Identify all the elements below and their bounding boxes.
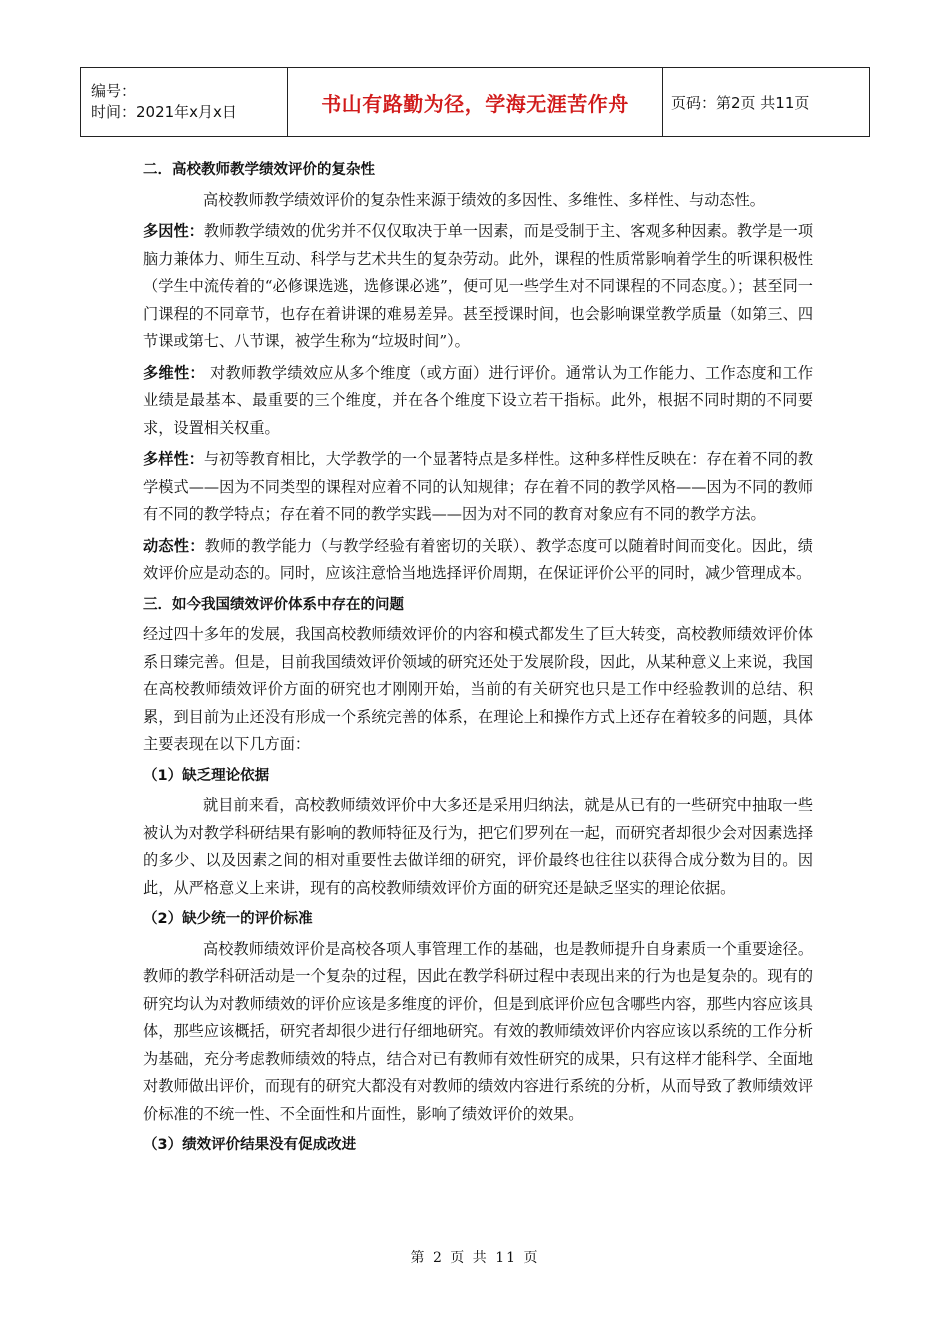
page-footer: 第 2 页 共 11 页 (410, 1250, 540, 1266)
diversity-paragraph (143, 446, 813, 529)
dynamic-keyword: 动态性： (143, 536, 205, 555)
multi-cause-paragraph (143, 218, 813, 356)
document-body (143, 157, 813, 1162)
section-3-intro: 经过四十多年的发展，我国高校教师绩效评价的内容和模式都发生了巨大转变，高校教师绩效评价体系日臻完善。但是，目前我国绩效评价领域的研究还处于发展阶段，因此，从某种意义上来说，我国在高校教师绩效评价方面的研究也才刚刚开始，当前的有关研究也只是工作中经验教训的总结、积累，到目前为止还没有形成一个系统完善的体系，在理论上和操作方式上还存在着较多的问题，具体主要表现在以下几方面： (143, 625, 813, 753)
subsection-1-title: （1）缺乏理论依据 (143, 767, 270, 784)
multi-dimension-keyword: 多维性： (143, 363, 205, 382)
subsection-2-title: （2）缺少统一的评价标准 (143, 911, 313, 927)
subsection-2-text: 高校教师绩效评价是高校各项人事管理工作的基础，也是教师提升自身素质一个重要途径。教师的教学科研活动是一个复杂的过程，因此在教学科研过程中表现出来的行为也是复杂的。现有的研究均认为对教师绩效的评价应该是多维度的评价，但是到底评价应包含哪些内容，那些内容应该具体，那些应该概括，研究者却很少进行仔细地研究。有效的教师绩效评价内容应该以系统的工作分析为基础，充分考虑教师绩效的特点，结合对已有教师有效性研究的成果，只有这样才能科学、全面地对教师做出评价，而现有的研究大都没有对教师的绩效内容进行系统的分析，从而导致了教师绩效评价标准的不统一性、不全面性和片面性，影响了绩效评价的效果。 (143, 939, 813, 1123)
section-2-title: 二．高校教师教学绩效评价的复杂性 (143, 162, 375, 178)
document-number-label: 编号： (91, 82, 137, 100)
subsection-1-text: 就目前来看，高校教师绩效评价中大多还是采用归纳法，就是从已有的一些研究中抽取一些被认为对教学科研结果有影响的教师特征及行为，把它们罗列在一起，而研究者却很少会对因素选择的多少、以及因素之间的相对重要性去做详细的研究，评价最终也往往以获得合成分数为目的。因此，从严格意义上来讲，现有的高校教师绩效评价方面的研究还是缺乏坚实的理论依据。 (143, 796, 813, 897)
diversity-text: 与初等教育相比，大学教学的一个显著特点是多样性。这种多样性反映在：存在着不同的教学模式——因为不同类型的课程对应着不同的认知规律；存在着不同的教学风格——因为不同的教师有不同的教学特点；存在着不同的教学实践——因为对不同的教育对象应有不同的教学方法。 (143, 450, 814, 523)
multi-dimension-paragraph (143, 360, 813, 443)
section-2-intro: 高校教师教学绩效评价的复杂性来源于绩效的多因性、多维性、多样性、与动态性。 (203, 190, 765, 209)
multi-dimension-text: 对教师教学绩效应从多个维度（或方面）进行评价。通常认为工作能力、工作态度和工作业绩是最基本、最重要的三个维度，并在各个维度下设立若干指标。此外，根据不同时期的不同要求，设置相关权重。 (143, 363, 814, 437)
header-motto: 书山有路勤为径，学海无涯苦作舟 (288, 68, 663, 137)
document-date: 时间：2021年x月x日 (91, 103, 237, 121)
header-meta (81, 68, 288, 137)
dynamic-paragraph (143, 533, 813, 588)
dynamic-text: 教师的教学能力（与教学经验有着密切的关联）、教学态度可以随着时间而变化。因此，绩效评价应是动态的。同时，应该注意恰当地选择评价周期，在保证评价公平的同时，减少管理成本。 (143, 536, 813, 582)
multi-cause-text: 教师教学绩效的优劣并不仅仅取决于单一因素，而是受制于主、客观多种因素。教学是一项脑力兼体力、师生互动、科学与艺术共生的复杂劳动。此外，课程的性质常影响着学生的听课积极性（学生中流传着的“必修课选逃，选修课必逃”，便可见一些学生对不同课程的不同态度。）；甚至同一门课程的不同章节，也存在着讲课的难易差异。甚至授课时间，也会影响课堂教学质量（如第三、四节课或第七、八节课，被学生称为“垃圾时间”）。 (143, 222, 814, 350)
header-page-code: 页码：第2页 共11页 (663, 68, 870, 137)
page-header (80, 67, 870, 137)
diversity-keyword: 多样性： (143, 450, 204, 468)
subsection-3-title: （3）绩效评价结果没有促成改进 (143, 1137, 357, 1153)
section-3-title: 三．如今我国绩效评价体系中存在的问题 (143, 596, 404, 613)
multi-cause-keyword: 多因性： (143, 222, 204, 240)
